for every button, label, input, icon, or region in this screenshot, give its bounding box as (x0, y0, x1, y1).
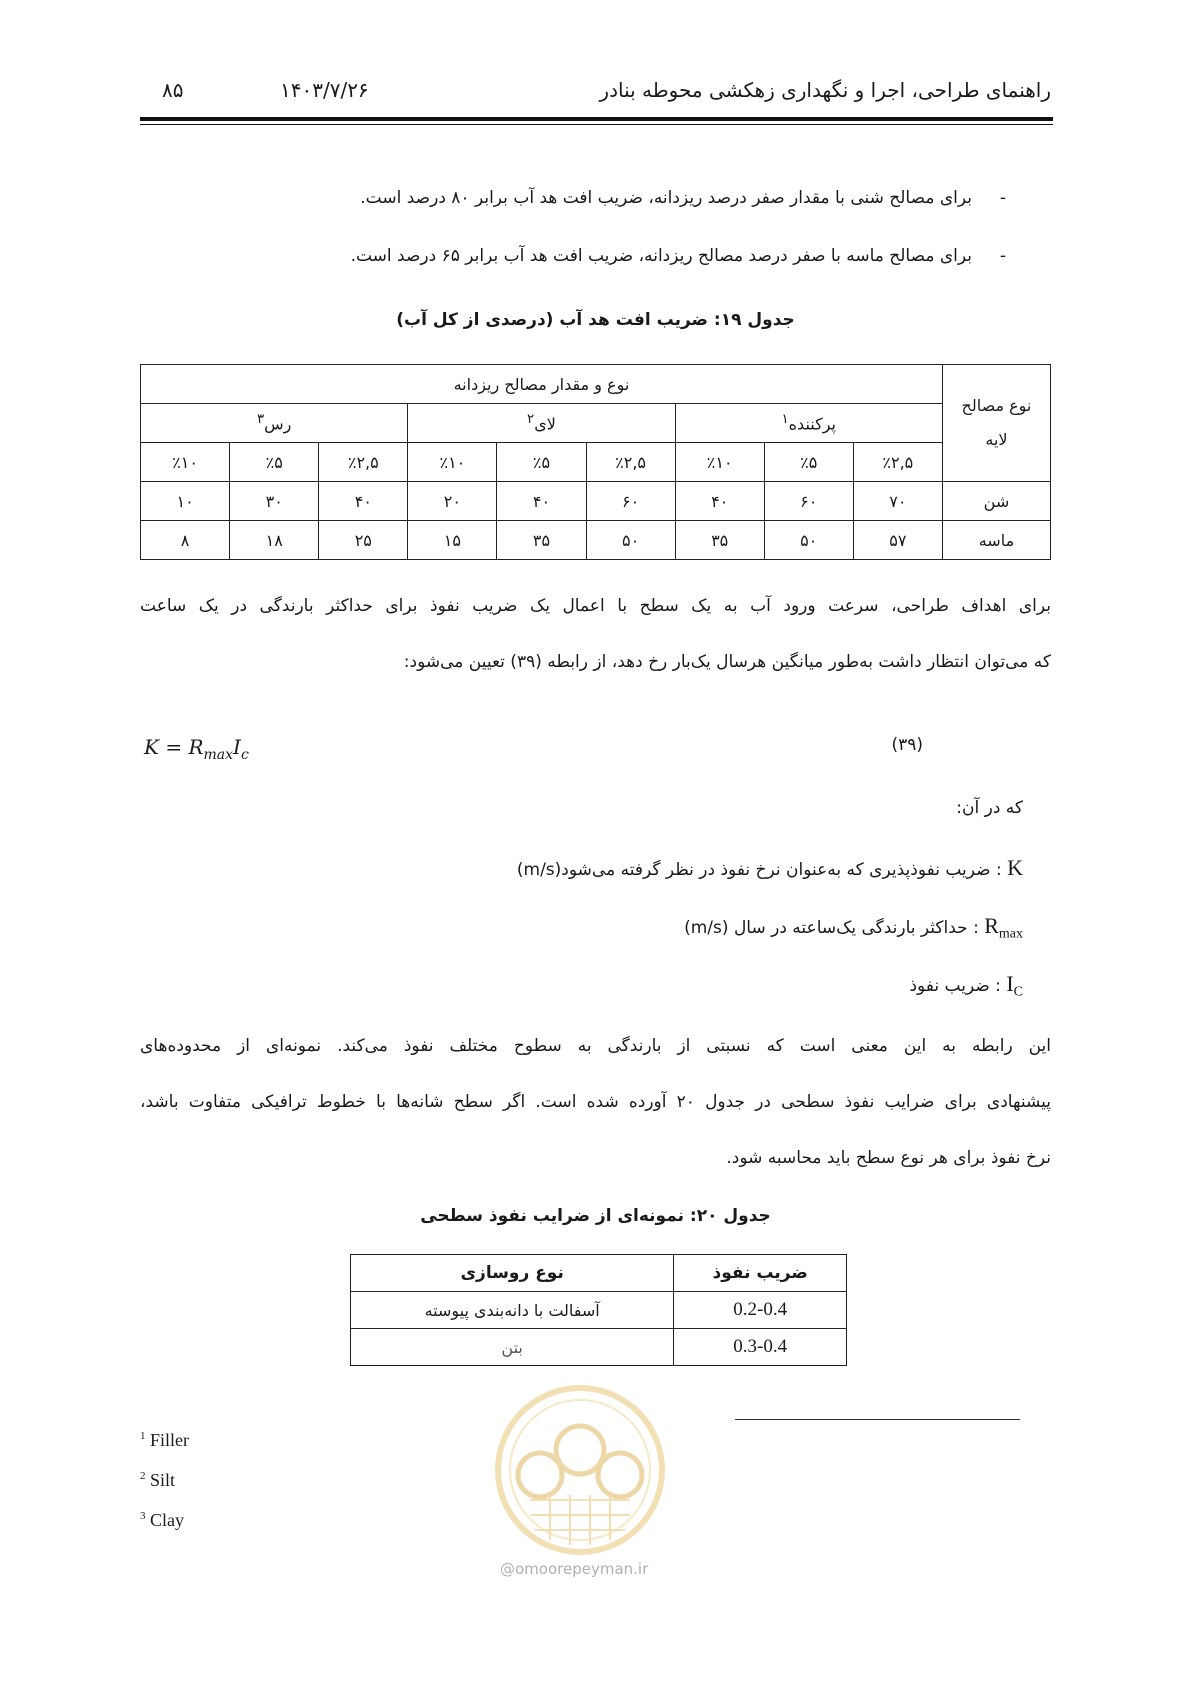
table19-subgroup-clay: رس$^۳$ (141, 404, 408, 443)
bullet-item: -برای مصالح ماسه با صفر درصد مصالح ریزدانه، ضریب افت هد آب برابر ۶۵ درصد است. (350, 246, 1006, 266)
table19-cell: ۸ (141, 521, 230, 560)
table-row (351, 1329, 847, 1366)
table19-cell: ۱۵ (408, 521, 497, 560)
table20-coef: 0.2-0.4 (674, 1292, 847, 1329)
definition-rmax: $R_{max}$ : حداکثر بارندگی یک‌ساعته در سال (m/s) (684, 913, 1023, 942)
table20-type: بتن (351, 1329, 674, 1366)
table19-percent-header: ٪۱۰ (141, 443, 230, 482)
table19-subgroup-filler: پرکننده$^۱$ (675, 404, 942, 443)
footnote-rule (735, 1419, 1020, 1420)
table-row (141, 482, 1051, 521)
footnote: $^2$ Silt (140, 1470, 176, 1490)
table20 (350, 1254, 847, 1366)
table19-caption: جدول ۱۹: ضریب افت هد آب (درصدی از کل آب) (396, 310, 795, 330)
definition-k: K : ضریب نفوذپذیری که به‌عنوان نرخ نفوذ در نظر گرفته می‌شود(m/s) (516, 855, 1023, 880)
table19-cell: ۲۵ (319, 521, 408, 560)
page-date: ۱۴۰۳/۷/۲۶ (280, 78, 369, 102)
footnote: $^1$ Filler (140, 1430, 189, 1450)
table19-cell: ۴۰ (497, 482, 586, 521)
table19-cell: ۵۰ (586, 521, 675, 560)
at-icon: @ (500, 1560, 515, 1578)
paragraph-infiltration: این رابطه به این معنی است که نسبتی از بارندگی به سطوح مختلف نفوذ می‌کند. نمونه‌ای از محدوده‌های پیشنهادی برای ضرایب نفوذ سطحی در جدول ۲۰ آورده شده است. اگر سطح شانه‌ها با خطوط ترافیکی متفاوت باشد، نرخ نفوذ برای هر نوع سطح باید محاسبه شود. (140, 1036, 1051, 1168)
table19-row-label: شن (942, 482, 1050, 521)
table20-header-type: نوع روسازی (351, 1255, 674, 1292)
table19-percent-header: ٪۵ (497, 443, 586, 482)
table19-cell: ۶۰ (586, 482, 675, 521)
table19-row-label: ماسه (942, 521, 1050, 560)
table19-percent-header: ٪۲,۵ (319, 443, 408, 482)
footnote: $^3$ Clay (140, 1510, 184, 1530)
equation-39: $K = R_{max}I_c$ (144, 735, 249, 763)
table19-cell: ۶۰ (764, 482, 853, 521)
table-row (351, 1292, 847, 1329)
table19-cell: ۲۰ (408, 482, 497, 521)
table19-percent-header: ٪۵ (764, 443, 853, 482)
table20-header-coef: ضریب نفوذ (674, 1255, 847, 1292)
watermark-logo-icon (490, 1380, 670, 1560)
table19-cell: ۳۰ (230, 482, 319, 521)
table20-caption: جدول ۲۰: نمونه‌ای از ضرایب نفوذ سطحی (420, 1206, 771, 1226)
document-title: راهنمای طراحی، اجرا و نگهداری زهکشی محوطه بنادر (599, 78, 1051, 102)
where-label: که در آن: (956, 798, 1023, 818)
table19-cell: ۴۰ (675, 482, 764, 521)
header-rule-thin (140, 124, 1053, 125)
table19-cell: ۵۰ (764, 521, 853, 560)
watermark-text: @omoorepeyman.ir (500, 1560, 649, 1578)
table19-percent-header: ٪۱۰ (675, 443, 764, 482)
table19-cell: ۱۸ (230, 521, 319, 560)
bullet-item: -برای مصالح شنی با مقدار صفر درصد ریزدانه، ضریب افت هد آب برابر ۸۰ درصد است. (360, 188, 1006, 208)
page-number: ۸۵ (162, 78, 184, 102)
table19-cell: ۷۰ (853, 482, 942, 521)
table19-group-header: نوع و مقدار مصالح ریزدانه (141, 365, 943, 404)
table19-cell: ۱۰ (141, 482, 230, 521)
definition-ic: $I_C$ : ضریب نفوذ (909, 971, 1023, 1000)
table19 (140, 364, 1051, 560)
paragraph-intro: برای اهداف طراحی، سرعت ورود آب به یک سطح با اعمال یک ضریب نفوذ برای حداکثر بارندگی در یک ساعت که می‌توان انتظار داشت به‌طور میانگین هرسال یک‌بار رخ دهد، از رابطه (۳۹) تعیین می‌شود: (140, 596, 1051, 672)
table19-percent-header: ٪۵ (230, 443, 319, 482)
table-row (141, 521, 1051, 560)
table19-cell: ۵۷ (853, 521, 942, 560)
table19-percent-header: ٪۲,۵ (586, 443, 675, 482)
table19-percent-header: ٪۲,۵ (853, 443, 942, 482)
table20-coef: 0.3-0.4 (674, 1329, 847, 1366)
table20-type: آسفالت با دانه‌بندی پیوسته (351, 1292, 674, 1329)
table19-cell: ۴۰ (319, 482, 408, 521)
equation-number: (۳۹) (891, 735, 923, 755)
table19-cell: ۳۵ (675, 521, 764, 560)
table19-percent-header: ٪۱۰ (408, 443, 497, 482)
table19-cell: ۳۵ (497, 521, 586, 560)
table19-subgroup-silt: لای$^۲$ (408, 404, 675, 443)
table19-layer-header: نوع مصالح لایه (942, 365, 1050, 482)
header-rule-thick (140, 117, 1053, 121)
